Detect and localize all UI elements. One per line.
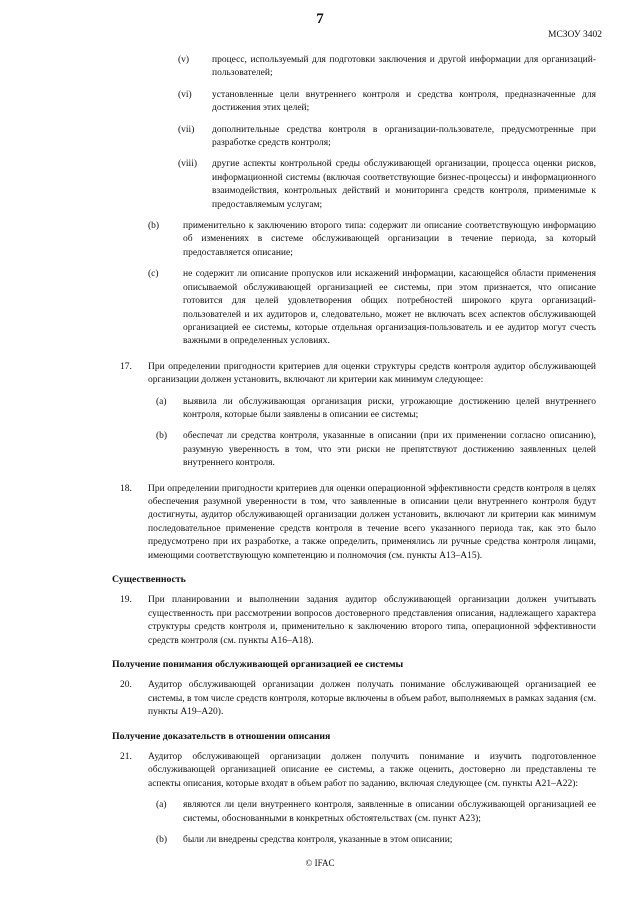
item-text: являются ли цели внутреннего контроля, заявленные в описании обслуживающей организацией ее системы, обоснованными в конкретных обстоятельствах (см. пункт A23); bbox=[183, 800, 596, 824]
list-item bbox=[112, 834, 596, 847]
list-item bbox=[112, 158, 596, 212]
paragraph-number: 19. bbox=[120, 595, 132, 606]
list-item bbox=[112, 268, 596, 348]
list-item bbox=[112, 396, 596, 423]
item-text: дополнительные средства контроля в организации-пользователе, предусмотренные при разработке средств контроля; bbox=[212, 124, 596, 149]
item-text: не содержит ли описание пропусков или искажений информации, касающейся области применения описываемой обслуживающей организацией ее системы, при этом признается, что описание готовится для целей удовлетворения общих потребностей широкого круга организаций-пользователей и их аудиторов и, следовательно, может не включать всех аспектов обслуживающей организацией ее системы, которые отдельная организация-пользователь и ее аудитор могут счесть важными в определенных условиях. bbox=[183, 269, 596, 347]
item-marker: (c) bbox=[148, 269, 159, 280]
paragraph-number: 21. bbox=[120, 752, 132, 763]
item-text: другие аспекты контрольной среды обслуживающей организации, процесса оценки рисков, информационной системы (включая соответствующие бизнес-процессы) и информационного взаимодействия, контрольных действий и мониторинга средств контроля, применимые к предоставляемым услугам; bbox=[212, 159, 596, 210]
item-text: были ли внедрены средства контроля, указанные в этом описании; bbox=[183, 835, 453, 846]
paragraph-17 bbox=[112, 361, 596, 388]
list-item bbox=[112, 54, 596, 81]
footer-copyright: © IFAC bbox=[305, 858, 335, 868]
item-text: обеспечат ли средства контроля, указанные в описании (при их применении согласно описанию), разумную уверенность в том, что эти риски не препятствуют достижению заявленных целей внутреннего контроля. bbox=[183, 431, 596, 469]
paragraph-text: При планировании и выполнении задания аудитор обслуживающей организации должен учитывать существенность при рассмотрении вопросов достоверного представления описания, надлежащего характера структуры средств контроля и, применительно к заключению второго типа, операционной эффективности средств контроля (см. пункты A16–A18). bbox=[148, 595, 596, 646]
item-text: выявила ли обслуживающая организация риски, угрожающие достижению целей внутреннего контроля, которые были заявлены в описании ее системы; bbox=[183, 396, 596, 420]
paragraph-19 bbox=[112, 594, 596, 648]
paragraph-text: Аудитор обслуживающей организации должен получать понимание обслуживающей организацией ее системы, в том числе средств контроля, которые включены в объем работ, выполняемых в рамках задания (см. пункты A19–A20). bbox=[148, 680, 596, 718]
item-marker: (v) bbox=[178, 55, 190, 65]
item-text: процесс, используемый для подготовки заключения и другой информации для организаций-пользователей; bbox=[212, 55, 596, 79]
item-text: установленные цели внутреннего контроля и средства контроля, предназначенные для достижения этих целей; bbox=[212, 89, 596, 114]
paragraph-text: Аудитор обслуживающей организации должен получить понимание и изучить подготовленное обслуживающей организацией описание ее системы, а также оценить, достоверно ли представлены те аспекты описания, которые входят в объем работ по заданию, включая следующее (см. пункты A21–A22): bbox=[148, 752, 596, 789]
section-heading-understanding: Получение понимания обслуживающей организацией ее системы bbox=[112, 659, 404, 671]
paragraph-21 bbox=[112, 751, 596, 791]
list-item bbox=[112, 124, 596, 151]
paragraph-number: 18. bbox=[120, 483, 132, 494]
paragraph-number: 17. bbox=[120, 361, 132, 372]
item-marker: (b) bbox=[148, 221, 160, 232]
list-item bbox=[112, 799, 596, 826]
item-marker: (b) bbox=[156, 431, 168, 442]
section-heading-evidence: Получение доказательств в отношении описания bbox=[112, 730, 331, 742]
item-marker: (viii) bbox=[178, 159, 197, 170]
paragraph-text: При определении пригодности критериев для оценки структуры средств контроля аудитор обслуживающей организации должен установить, включают ли критерии как минимум следующее: bbox=[148, 361, 596, 386]
paragraph-18 bbox=[112, 483, 596, 563]
paragraph-text: При определении пригодности критериев для оценки операционной эффективности средств контроля в целях обеспечения разумной уверенности в том, что заявленные в описании цели внутреннего контроля будут достигнуты, аудитор обслуживающей организации должен установить, включают ли критерии как минимум последовательное применение средств контроля в течение всего указанного периода так, как это было предусмотрено при их разработке, а также определить, применялись ли ручные средства контроля лицами, имеющими соответствующую компетенцию и полномочия (см. пункты A13–A15). bbox=[148, 483, 596, 561]
item-marker: (b) bbox=[156, 835, 168, 846]
paragraph-number: 20. bbox=[120, 680, 132, 691]
list-item bbox=[112, 220, 596, 260]
page-number: 7 bbox=[316, 11, 324, 27]
document-code: МСЗОУ 3402 bbox=[548, 30, 602, 40]
list-item bbox=[112, 89, 596, 116]
page-content bbox=[112, 54, 596, 856]
item-marker: (a) bbox=[156, 800, 167, 811]
item-text: применительно к заключению второго типа: содержит ли описание соответствующую информацию об изменениях в системе обслуживающей организации в течение периода, за который предоставляется описание; bbox=[183, 221, 596, 258]
item-marker: (a) bbox=[156, 396, 167, 407]
item-marker: (vi) bbox=[178, 89, 192, 100]
section-heading-materiality: Существенность bbox=[112, 574, 186, 585]
paragraph-20 bbox=[112, 679, 596, 719]
item-marker: (vii) bbox=[178, 124, 195, 135]
list-item bbox=[112, 430, 596, 470]
